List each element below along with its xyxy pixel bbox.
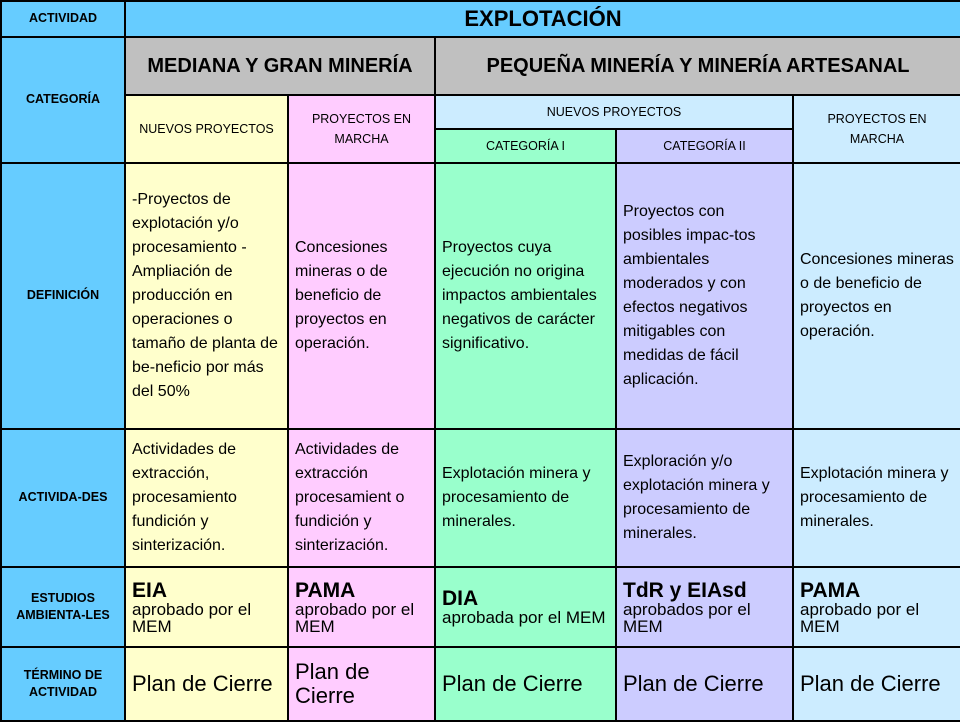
estudio-title: PAMA bbox=[295, 578, 356, 602]
actividades-cell: Exploración y/o explotación minera y procesamiento de minerales. bbox=[616, 429, 793, 567]
estudio-sub: aprobado por el MEM bbox=[800, 599, 920, 636]
actividades-label: ACTIVIDA-DES bbox=[1, 429, 125, 567]
estudio-sub: aprobado por el MEM bbox=[132, 599, 252, 636]
estudio-cell bbox=[435, 567, 616, 647]
plan-cierre-cell: Plan de Cierre bbox=[125, 647, 288, 721]
mediana-gran-mineria-header: MEDIANA Y GRAN MINERÍA bbox=[125, 37, 435, 95]
estudio-sub: aprobada por el MEM bbox=[442, 608, 606, 627]
estudio-sub: aprobado por el MEM bbox=[295, 599, 415, 636]
definicion-cell: Concesiones mineras o de beneficio de proyectos en operación. bbox=[288, 163, 435, 429]
estudio-title: PAMA bbox=[800, 578, 861, 602]
estudio-cell bbox=[616, 567, 793, 647]
actividades-cell: Actividades de extracción procesamient o fundición y sinterización. bbox=[288, 429, 435, 567]
definicion-cell: Concesiones mineras o de beneficio de proyectos en operación. bbox=[793, 163, 960, 429]
definicion-cell: Proyectos con posibles impac-tos ambientales moderados y con efectos negativos mitigables con medidas de fácil aplicación. bbox=[616, 163, 793, 429]
definicion-cell: -Proyectos de explotación y/o procesamiento -Ampliación de producción en operaciones o tamaño de planta de be-neficio por más del 50% bbox=[125, 163, 288, 429]
pequena-mineria-header: PEQUEÑA MINERÍA Y MINERÍA ARTESANAL bbox=[435, 37, 960, 95]
g1-proyectos-en-marcha: PROYECTOS EN MARCHA bbox=[288, 95, 435, 163]
plan-cierre-cell: Plan de Cierre bbox=[435, 647, 616, 721]
estudio-title: DIA bbox=[442, 587, 479, 610]
estudio-title: EIA bbox=[132, 578, 168, 602]
estudio-sub: aprobados por el MEM bbox=[623, 599, 751, 636]
estudios-label: ESTUDIOS AMBIENTA-LES bbox=[1, 567, 125, 647]
actividad-label: ACTIVIDAD bbox=[1, 1, 125, 37]
plan-cierre-cell: Plan de Cierre bbox=[288, 647, 435, 721]
g2-nuevos-proyectos: NUEVOS PROYECTOS bbox=[435, 95, 793, 129]
actividades-cell: Explotación minera y procesamiento de minerales. bbox=[435, 429, 616, 567]
plan-cierre-cell: Plan de Cierre bbox=[616, 647, 793, 721]
plan-cierre-cell: Plan de Cierre bbox=[793, 647, 960, 721]
categoria-i: CATEGORÍA I bbox=[435, 129, 616, 163]
estudio-cell bbox=[125, 567, 288, 647]
categoria-label: CATEGORÍA bbox=[1, 37, 125, 163]
actividades-cell: Actividades de extracción, procesamiento fundición y sinterización. bbox=[125, 429, 288, 567]
estudio-cell bbox=[288, 567, 435, 647]
termino-label: TÉRMINO DE ACTIVIDAD bbox=[1, 647, 125, 721]
g2-proyectos-en-marcha: PROYECTOS EN MARCHA bbox=[793, 95, 960, 163]
estudio-title: TdR y EIAsd bbox=[623, 578, 747, 602]
estudio-cell bbox=[793, 567, 960, 647]
definicion-label: DEFINICIÓN bbox=[1, 163, 125, 429]
actividades-cell: Explotación minera y procesamiento de minerales. bbox=[793, 429, 960, 567]
categoria-ii: CATEGORÍA II bbox=[616, 129, 793, 163]
definicion-cell: Proyectos cuya ejecución no origina impactos ambientales negativos de carácter significativo. bbox=[435, 163, 616, 429]
explotacion-title: EXPLOTACIÓN bbox=[125, 1, 960, 37]
g1-nuevos-proyectos: NUEVOS PROYECTOS bbox=[125, 95, 288, 163]
